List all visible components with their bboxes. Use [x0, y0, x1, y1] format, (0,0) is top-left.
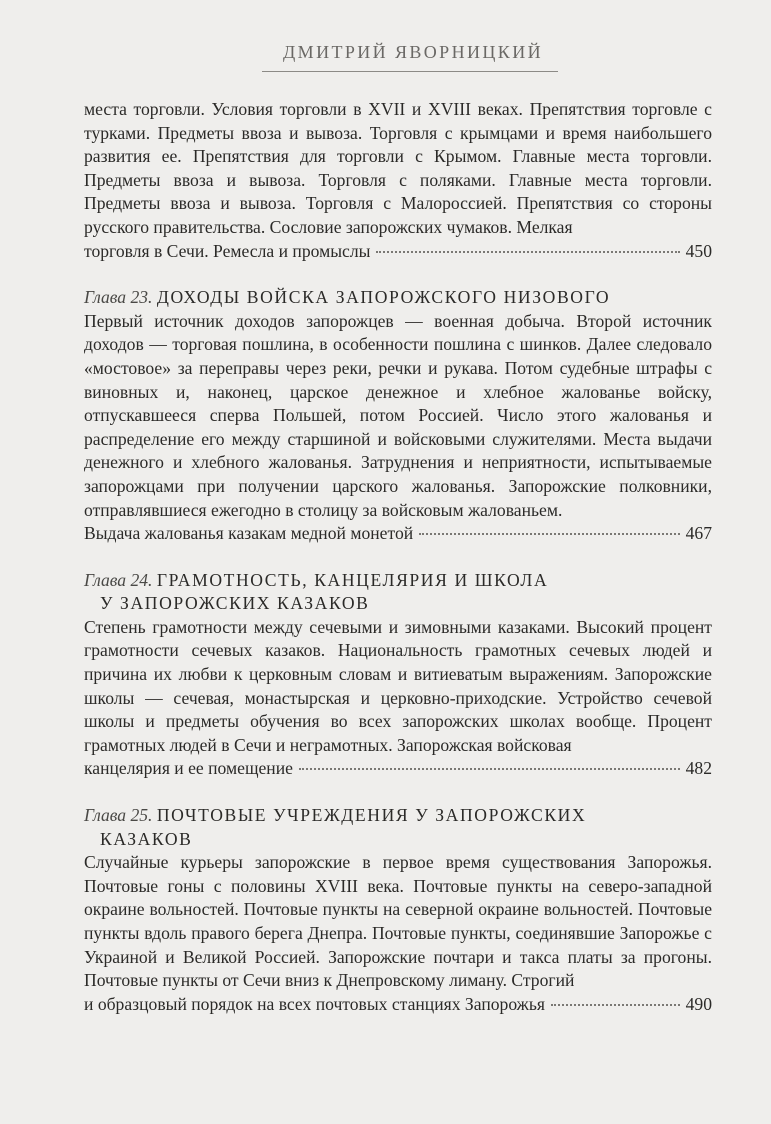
page-number: 450	[685, 240, 712, 261]
dot-leader	[419, 533, 679, 535]
entry-body: Первый источник доходов запорожцев — военная добыча. Второй источник доходов — торговая пошлина, в особенности пошлина с шинков. Далее следовало «мостовое» за переправы через реки, речки и рукава. Потом судебные штрафы с виновных и, наконец, царское денежное и хлебное жалованье войску, отпускавшееся сперва Польшей, потом Россией. Число этого жалованья и распределение его между старшиной и войсковыми служителями. Места выдачи денежного и хлебного жалованья. Затруднения и неприятности, испытываемые запорожцами при получении царского жалованья. Запорожские полковники, отправлявшиеся ежегодно в столицу за войсковым жалованьем.	[84, 310, 712, 520]
chapter-title: ДОХОДЫ ВОЙСКА ЗАПОРОЖСКОГО НИЗОВОГО	[156, 287, 611, 308]
chapter-heading	[84, 569, 712, 616]
table-of-contents	[84, 98, 712, 1039]
page-number: 467	[685, 523, 712, 544]
dot-leader	[299, 768, 680, 770]
chapter-heading	[84, 804, 712, 851]
toc-entry-chapter-25	[84, 804, 712, 1016]
chapter-label: Глава 25.	[84, 805, 153, 826]
page-number: 490	[685, 993, 712, 1014]
entry-last-line	[84, 240, 712, 264]
toc-entry-chapter-24	[84, 569, 712, 781]
chapter-title: ПОЧТОВЫЕ УЧРЕЖДЕНИЯ У ЗАПОРОЖСКИХ	[156, 805, 587, 826]
chapter-title-continued: У ЗАПОРОЖСКИХ КАЗАКОВ	[100, 593, 370, 614]
chapter-heading	[84, 286, 712, 310]
toc-entry-chapter-23	[84, 286, 712, 546]
chapter-label: Глава 24.	[84, 569, 153, 590]
chapter-label: Глава 23.	[84, 287, 153, 308]
entry-last-line-text: Выдача жалованья казакам медной монетой	[84, 523, 414, 544]
chapter-title: ГРАМОТНОСТЬ, КАНЦЕЛЯРИЯ И ШКОЛА	[156, 569, 549, 590]
entry-last-line-text: торговля в Сечи. Ремесла и промыслы	[84, 240, 371, 261]
entry-body: Степень грамотности между сечевыми и зимовными казаками. Высокий процент грамотности сечевых казаков. Национальность грамотных сечевых людей и причина их любви к церковным словам и витиеватым выражениям. Запорожские школы — сечевая, монастырская и церковно-приходские. Устройство сечевой школы и предметы обучения во всех запорожских школах вообще. Процент грамотных людей в Сечи и неграмотных. Запорожская войсковая	[84, 616, 712, 755]
entry-last-line	[84, 993, 712, 1017]
entry-body: Случайные курьеры запорожские в первое время существования Запорожья. Почтовые гоны с половины XVIII века. Почтовые пункты на северо-западной окраине вольностей. Почтовые пункты на северной окраине вольностей. Почтовые пункты вдоль правого берега Днепра. Почтовые пункты, соединявшие Запорожье с Украиной и Великой Россией. Запорожские почтари и такса платы за прогоны. Почтовые пункты от Сечи вниз к Днепровскому лиману. Строгий	[84, 852, 712, 991]
entry-last-line	[84, 522, 712, 546]
entry-last-line-text: канцелярия и ее помещение	[84, 758, 293, 779]
entry-last-line	[84, 757, 712, 781]
running-head: ДМИТРИЙ ЯВОРНИЦКИЙ	[282, 42, 543, 62]
chapter-title-continued: КАЗАКОВ	[100, 828, 193, 849]
dot-leader	[551, 1004, 680, 1006]
dot-leader	[376, 251, 679, 253]
entry-last-line-text: и образцовый порядок на всех почтовых станциях Запорожья	[84, 993, 545, 1014]
entry-body: места торговли. Условия торговли в XVII и XVIII веках. Препятствия торговле с турками. Предметы ввоза и вывоза. Торговля с крымцами и время наибольшего развития ее. Препятствия для торговли с Крымом. Главные места торговли. Предметы ввоза и вывоза. Торговля с поляками. Главные места торговли. Предметы ввоза и вывоза. Торговля с Малороссией. Препятствия со стороны русского правительства. Сословие запорожских чумаков. Мелкая	[84, 99, 712, 237]
page-number: 482	[685, 758, 712, 779]
header-rule	[262, 71, 558, 72]
toc-entry-continued	[84, 98, 712, 263]
